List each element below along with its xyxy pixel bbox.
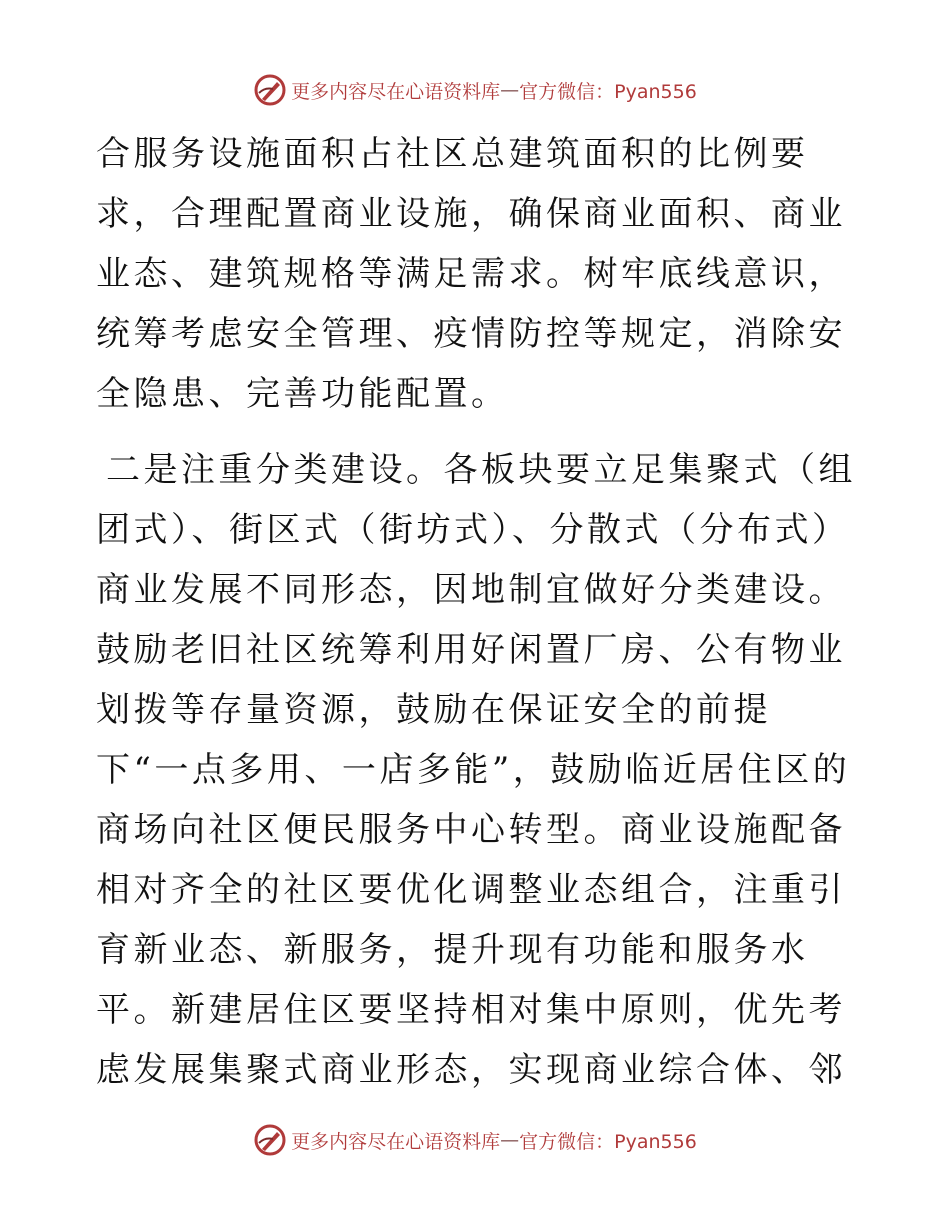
paragraph-2: 二是注重分类建设。各板块要立足集聚式（组团式）、街区式（街坊式）、分散式（分布式）商业发展不同形态，因地制宜做好分类建设。鼓励老旧社区统筹利用好闲置厂房、公有物业划拨等存量资源，鼓励在保证安全的前提下“一点多用、一店多能”，鼓励临近居住区的商场向社区便民服务中心转型。商业设施配备相对齐全的社区要优化调整业态组合，注重引育新业态、新服务，提升现有功能和服务水平。新建居住区要坚持相对集中原则，优先考虑发展集聚式商业形态，实现商业综合体、邻: [96, 450, 856, 1090]
document-body: [96, 124, 856, 1100]
banner-contact: 官方微信：Pyan556: [519, 80, 697, 103]
quill-logo-icon: [253, 1123, 287, 1157]
banner-text: 更多内容尽在心语资料库: [291, 1130, 501, 1153]
footer-banner: [0, 1120, 950, 1160]
header-banner: [0, 70, 950, 110]
banner-separator: —: [500, 1129, 520, 1151]
quill-logo-icon: [253, 73, 287, 107]
banner-contact: 官方微信：Pyan556: [519, 1130, 697, 1153]
banner-separator: —: [500, 79, 520, 101]
paragraph-1: 合服务设施面积占社区总建筑面积的比例要求，合理配置商业设施，确保商业面积、商业业态、建筑规格等满足需求。树牢底线意识，统筹考虑安全管理、疫情防控等规定，消除安全隐患、完善功能配置。: [96, 134, 846, 414]
banner-text: 更多内容尽在心语资料库: [291, 80, 501, 103]
